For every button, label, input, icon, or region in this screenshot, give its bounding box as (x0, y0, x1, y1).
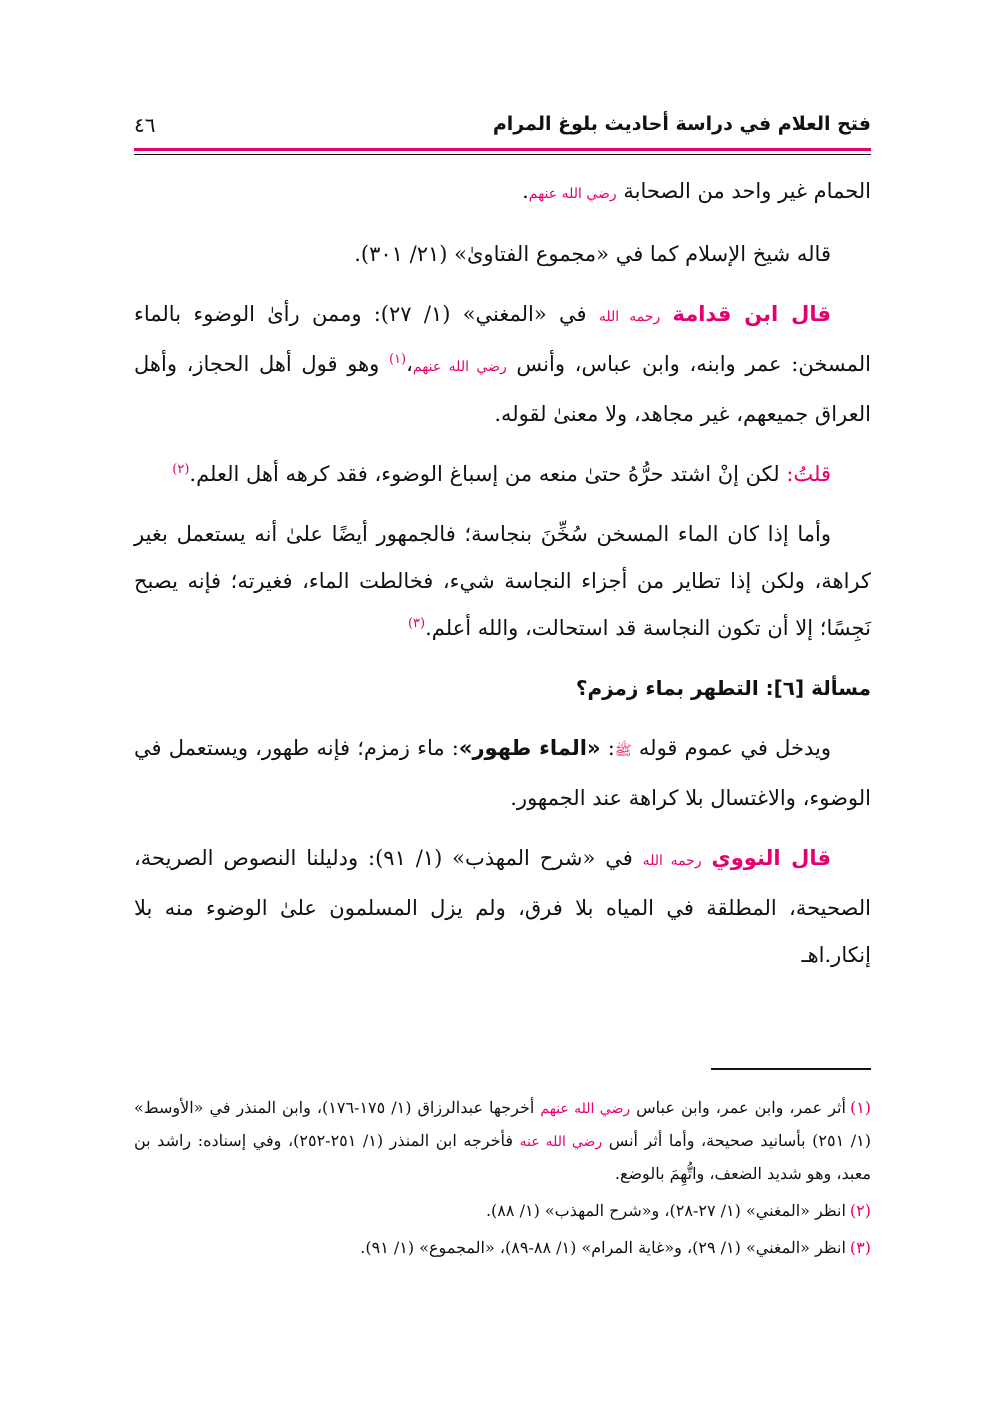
paragraph-3: قال ابن قدامة رحمه الله في «المغني» (١/ ٢٧): وممن رأىٰ الوضوء بالماء المسخن: عمر وابنه، وابن عباس، وأنس رضي الله عنهم،$^{(١)}$ وهو قول أهل الحجاز، وأهل العراق جميعهم، غير مجاهد، ولا معنىٰ لقوله. (134, 302, 871, 426)
honorific-rahimahullah: رحمه الله (642, 853, 702, 869)
header-rule-pink (134, 148, 871, 151)
footnote-3: (٣)انظر «المغني» (١/ ٢٩)، و«غاية المرام» (١/ ٨٨-٨٩)، «المجموع» (١/ ٩١). (360, 1238, 871, 1257)
footnote-number: (١) (849, 1098, 872, 1117)
honorific-radiallahu-anhum: رضي الله عنهم (412, 359, 507, 375)
paragraph-5: وأما إذا كان الماء المسخن سُخِّنَ بنجاسة؛ فالجمهور أيضًا علىٰ أنه يستعمل بغير كراهة، ولكن إذا تطاير من أجزاء النجاسة شيء، فخالطت الماء، فغيرته؛ فإنه يصبح نَجِسًا؛ إلا أن تكون النجاسة قد استحالت، والله أعلم.$^{(٣)}$ (134, 522, 871, 640)
footnotes (134, 1092, 871, 1269)
paragraph-4: قلتُ: لكن إنْ اشتد حرُّهُ حتىٰ منعه من إسباغ الوضوء، فقد كرهه أهل العلم.$^{(٢)}$ (172, 462, 831, 486)
honorific-radiallahu-anhum: رضي الله عنهم (540, 1101, 631, 1117)
honorific-sallallahu: ﷺ (614, 743, 632, 759)
footnote-1: (١)أثر عمر، وابن عمر، وابن عباس رضي الله عنهم أخرجها عبدالرزاق (١/ ١٧٥-١٧٦)، وابن المنذر في «الأوسط» (١/ ٢٥١) بأسانيد صحيحة، وأما أثر أنس رضي الله عنه فأخرجه ابن المنذر (١/ ٢٥١-٢٥٢)، وفي إسناده: راشد بن معبد، وهو شديد الضعف، واتُّهِمَ بالوضع. (134, 1098, 872, 1183)
honorific-rahimahullah: رحمه الله (598, 309, 661, 325)
header-rule-black (134, 154, 871, 155)
footnote-ref-3[interactable]: (٣) (407, 616, 426, 631)
honorific-radiallahu-anhum: رضي الله عنهم (528, 186, 617, 202)
book-title: فتح العلام في دراسة أحاديث بلوغ المرام (492, 113, 871, 135)
footnote-2: (٢)انظر «المغني» (١/ ٢٧-٢٨)، و«شرح المهذب» (١/ ٨٨). (485, 1201, 871, 1220)
paragraph-7: قال النووي رحمه الله في «شرح المهذب» (١/ ٩١): ودليلنا النصوص الصريحة، الصحيحة، المطلقة في المياه بلا فرق، ولم يزل المسلمون علىٰ الوضوء منه بلا إنكار.اهـ (134, 846, 871, 967)
footnote-ref-2[interactable]: (٢) (172, 462, 190, 477)
footnote-ref-1[interactable]: (١) (388, 352, 407, 367)
footnote-number: (٢) (849, 1201, 871, 1220)
paragraph-2: قاله شيخ الإسلام كما في «مجموع الفتاوىٰ» (٢١/ ٣٠١). (354, 242, 831, 266)
running-header (134, 113, 871, 145)
paragraph-6: ويدخل في عموم قوله ﷺ: «الماء طهور»: ماء زمزم؛ فإنه طهور، ويستعمل في الوضوء، والاغتسال بلا كراهة عند الجمهور. (134, 736, 871, 810)
issue-heading: مسألة [٦]: التطهر بماء زمزم؟ (575, 676, 871, 700)
footnote-separator (711, 1068, 871, 1070)
hadith-quote: «الماء طهور» (458, 736, 601, 760)
quote-attribution-nawawi: قال النووي (711, 846, 831, 870)
page-number: ٤٦ (134, 113, 156, 137)
main-text (134, 168, 871, 992)
page (134, 0, 871, 1418)
quote-attribution-ibn-qudama: قال ابن قدامة (672, 302, 831, 326)
honorific-radiallahu-anhu: رضي الله عنه (519, 1134, 603, 1150)
footnote-number: (٣) (849, 1238, 871, 1257)
paragraph-1: الحمام غير واحد من الصحابة رضي الله عنهم. (522, 179, 871, 203)
qultu-label: قلتُ: (786, 462, 831, 486)
